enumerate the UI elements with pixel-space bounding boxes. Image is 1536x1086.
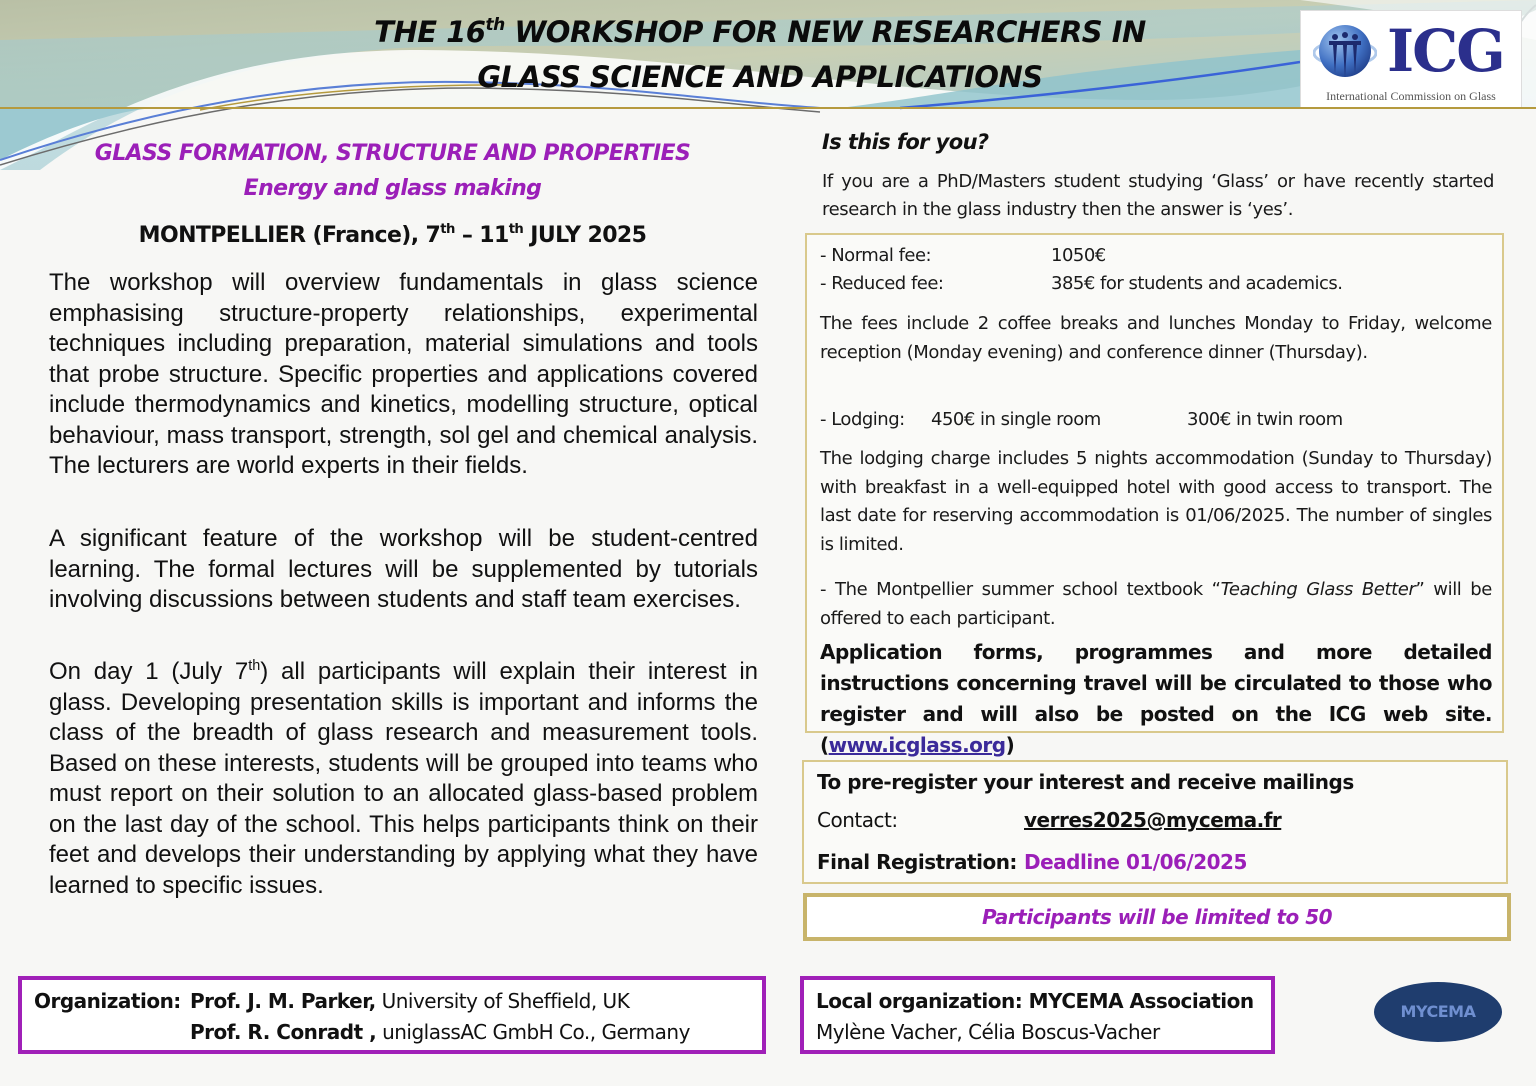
contact-label: Contact: (817, 808, 898, 832)
workshop-theme (40, 136, 745, 206)
registration-panel (802, 760, 1508, 884)
local-organization-title: Local organization: MYCEMA Association (816, 989, 1254, 1013)
local-organization-panel (800, 976, 1275, 1054)
mycema-logo: MYCEMA (1374, 982, 1502, 1042)
overview-paragraph: The workshop will overview fundamentals in glass science emphasising structure-property relationships, experimental techniques including preparation, material simulations and tools that probe structure. Specific properties and applications covered include thermodynamics and kinetics, modelling structure, optical behaviour, mass transport, strength, sol gel and chemical analysis. The lecturers are world experts in their fields. (49, 269, 758, 479)
reduced-fee-row: - Reduced fee: (820, 273, 944, 294)
organizer-1: Prof. J. M. Parker, University of Sheffield, UK (190, 989, 630, 1013)
fees-include-text: The fees include 2 coffee breaks and lunches Monday to Friday, welcome reception (Monday evening) and conference dinner (Thursday). (820, 313, 1492, 363)
icg-website-link[interactable]: www.icglass.org (828, 733, 1006, 757)
registration-deadline: Deadline 01/06/2025 (1024, 850, 1247, 874)
reduced-fee-value: 385€ for students and academics. (1051, 273, 1343, 294)
day-one-paragraph: On day 1 (July 7th) all participants will explain their interest in glass. Developing presentation skills is important and informs the class of the breadth of glass research and measurement tools. Based on these interests, students will be grouped into teams who must report on their solution to an allocated glass-based problem on the last day of the school. This helps participants think on their feet and develops their understanding by applying what they have learned to specific issues. (49, 658, 758, 899)
lodging-single-price: 450€ in single room (931, 409, 1101, 430)
textbook-text: - The Montpellier summer school textbook “Teaching Glass Better” will be offered to each participant. (820, 579, 1492, 629)
organization-label: Organization: (34, 989, 181, 1013)
preregister-heading: To pre-register your interest and receive mailings (817, 770, 1354, 794)
fees-panel (805, 233, 1504, 757)
lodging-twin-price: 300€ in twin room (1187, 409, 1343, 430)
lodging-label: - Lodging: (820, 409, 905, 430)
theme-line-2: Energy and glass making (243, 176, 542, 201)
lodging-details-text: The lodging charge includes 5 nights accommodation (Sunday to Thursday) with breakfast in a well-equipped hotel with good access to transport. The last date for reserving accommodation is 01/06/2025. The number of singles is limited. (820, 448, 1492, 555)
title-line-2: GLASS SCIENCE AND APPLICATIONS (477, 60, 1043, 94)
icg-logo-subtitle: International Commission on Glass (1326, 89, 1496, 103)
title-line-1: THE 16th WORKSHOP FOR NEW RESEARCHERS IN (374, 15, 1146, 49)
normal-fee-row: - Normal fee: (820, 245, 932, 266)
normal-fee-value: 1050€ (1051, 245, 1106, 266)
page-title (300, 10, 1220, 100)
eligibility-text: If you are a PhD/Masters student studying ‘Glass’ or have recently started research in the glass industry then the answer is ‘yes’. (822, 171, 1494, 220)
student-learning-paragraph: A significant feature of the workshop will be student-centred learning. The formal lectures will be supplemented by tutorials involving discussions between students and staff team exercises. (49, 525, 758, 613)
organizer-2: Prof. R. Conradt , uniglassAC GmbH Co., Germany (190, 1020, 690, 1044)
final-registration-label: Final Registration: (817, 850, 1017, 874)
application-info-text: Application forms, programmes and more detailed instructions concerning travel will be circulated to those who register and will also be posted on the ICG web site. (www.icglass.org) (820, 640, 1492, 757)
is-this-for-you-heading: Is this for you? (822, 130, 989, 154)
theme-line-1: GLASS FORMATION, STRUCTURE AND PROPERTIES (94, 141, 691, 166)
participant-limit-notice: Participants will be limited to 50 (803, 893, 1511, 941)
local-organizers: Mylène Vacher, Célia Boscus-Vacher (816, 1020, 1160, 1044)
contact-email-link[interactable]: verres2025@mycema.fr (1024, 808, 1282, 832)
icg-logo-text: ICG (1387, 17, 1504, 85)
header-divider (0, 107, 1536, 109)
location-dates: MONTPELLIER (France), 7th – 11th JULY 2025 (138, 222, 647, 248)
organization-panel (18, 976, 766, 1054)
icg-globe-icon (1313, 19, 1377, 83)
icg-logo (1300, 10, 1522, 108)
